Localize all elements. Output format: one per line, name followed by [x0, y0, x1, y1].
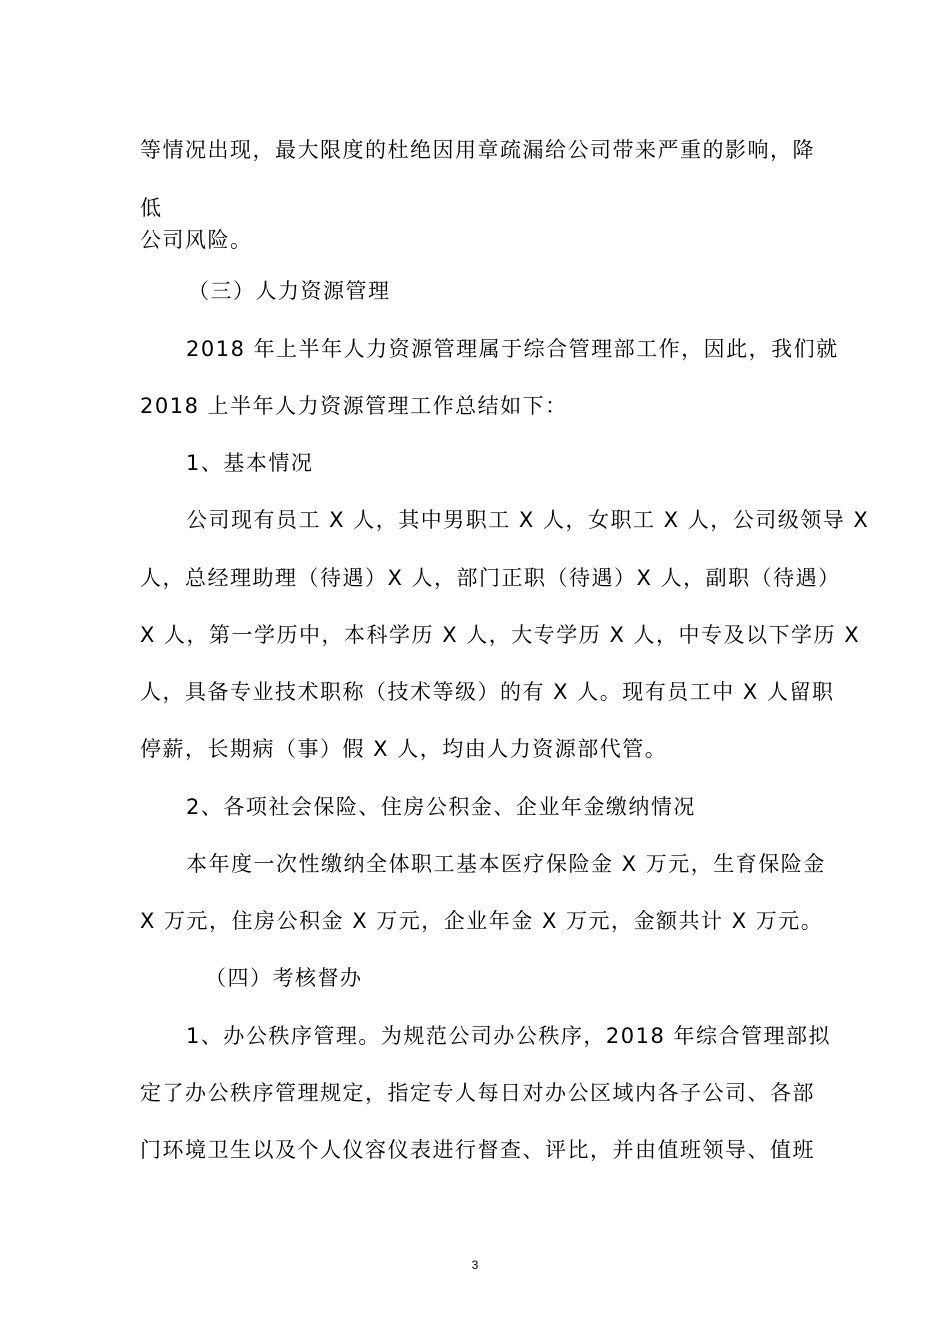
paragraph-line: 低 — [140, 196, 163, 220]
paragraph-line: 公司风险。 — [140, 228, 253, 252]
paragraph-line: 门环境卫生以及个人仪容仪表进行督查、评比，并由值班领导、值班 — [140, 1138, 815, 1162]
paragraph-line: 2018 年上半年人力资源管理属于综合管理部工作，因此，我们就 — [186, 337, 839, 361]
paragraph-line: 停薪，长期病（事）假 X 人，均由人力资源部代管。 — [140, 737, 668, 761]
section-heading: （三）人力资源管理 — [188, 279, 391, 303]
paragraph-line: 等情况出现，最大限度的杜绝因用章疏漏给公司带来严重的影响，降 — [140, 138, 815, 162]
paragraph-line: 定了办公秩序管理规定，指定专人每日对办公区域内各子公司、各部 — [140, 1081, 815, 1105]
paragraph-line: 1、办公秩序管理。为规范公司办公秩序，2018 年综合管理部拟 — [186, 1024, 831, 1048]
paragraph-line: 本年度一次性缴纳全体职工基本医疗保险金 X 万元，生育保险金 — [186, 852, 826, 876]
paragraph-line: X 人，第一学历中，本科学历 X 人，大专学历 X 人，中专及以下学历 X — [140, 623, 861, 647]
paragraph-line: 2018 上半年人力资源管理工作总结如下： — [140, 394, 568, 418]
paragraph-line: X 万元，住房公积金 X 万元，企业年金 X 万元，金额共计 X 万元。 — [140, 909, 824, 933]
paragraph-line: 人，具备专业技术职称（技术等级）的有 X 人。现有员工中 X 人留职 — [140, 680, 835, 704]
subsection-heading: 1、基本情况 — [186, 451, 314, 475]
page-number: 3 — [471, 1258, 479, 1272]
paragraph-line: 公司现有员工 X 人，其中男职工 X 人，女职工 X 人，公司级领导 X — [186, 508, 870, 532]
section-heading: （四）考核督办 — [205, 966, 363, 990]
subsection-heading: 2、各项社会保险、住房公积金、企业年金缴纳情况 — [186, 795, 696, 819]
paragraph-line: 人，总经理助理（待遇）X 人，部门正职（待遇）X 人，副职（待遇） — [140, 566, 841, 590]
